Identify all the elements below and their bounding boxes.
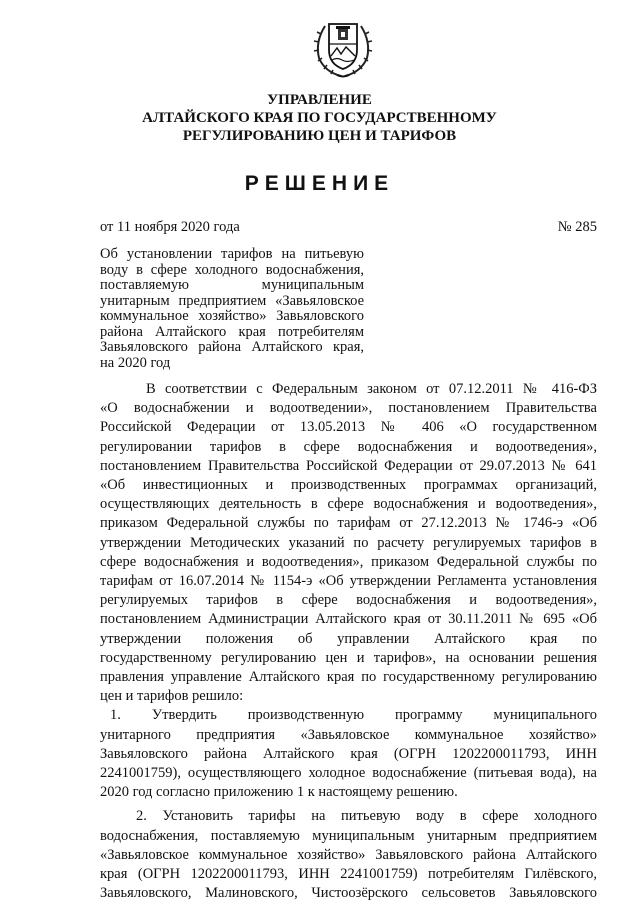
preamble-line: осуществляющих деятельность в сфере водоснабжения и водоотведения», (100, 496, 597, 513)
decision-number: № 285 (557, 219, 597, 235)
subject-line: поставляемую муниципальным (100, 277, 364, 293)
preamble-line: правления управление Алтайского края по государственному регулированию (100, 669, 597, 686)
preamble-line: сфере водоснабжения и водоотведения», приказом Федеральной службы по (100, 553, 597, 570)
subject-line: унитарным предприятием «Завьяловское (100, 292, 364, 309)
subject-line: района Алтайского края потребителям (100, 323, 364, 340)
preamble-line: приказом Федеральной службы по тарифам от 27.12.2013 № 1746-э «Об (100, 515, 597, 532)
clause-2-line: водоснабжения, поставляемую муниципальным унитарным предприятием (100, 827, 597, 844)
clause-1-line: Завьяловского района Алтайского края (ОГРН 1202200011793, ИНН (100, 745, 597, 762)
preamble-line: цен и тарифов решило: (100, 688, 244, 705)
preamble-line: «О водоснабжении и водоотведении», постановлением Правительства (100, 400, 597, 417)
decision-body (100, 380, 597, 903)
clause-2-line: 2. Установить тарифы на питьевую воду в сфере холодного (136, 808, 597, 825)
preamble-line: регулировании тарифов в сфере водоснабжения и водоотведения», (100, 438, 597, 455)
document-title: РЕШЕНИЕ (244, 172, 395, 195)
preamble-line: утверждении Методических указаний по расчету регулируемых тарифов в (100, 534, 597, 551)
clause-2-line: края (ОГРН 1202200011793, ИНН 2241001759) потребителям Гилёвского, (100, 866, 597, 883)
preamble-line: утверждении положения об управлении Алтайского края по (100, 630, 597, 647)
subject-line: коммунальное хозяйство» Завьяловского (100, 308, 364, 324)
issuer-header (0, 91, 639, 145)
subject-line: Об установлении тарифов на питьевую (100, 246, 364, 262)
preamble-line: регулируемых тарифов в сфере водоснабжения и водоотведения», (100, 592, 597, 609)
clause-1-line: 2241001759), осуществляющего холодное водоснабжение (питьевая вода), на (100, 765, 597, 782)
issuer-line-2: АЛТАЙСКОГО КРАЯ ПО ГОСУДАРСТВЕННОМУ (142, 110, 497, 126)
subject-line: воду в сфере холодного водоснабжения, (100, 261, 364, 278)
preamble-line: «Об инвестиционных и производственных программах организаций, (100, 477, 597, 494)
issuer-line-1: УПРАВЛЕНИЕ (267, 92, 372, 108)
subject-line: Завьяловского района Алтайского края, (100, 339, 364, 355)
preamble-line: постановлением Администрации Алтайского края от 30.11.2011 № 695 «Об (100, 611, 597, 628)
clause-2-line: Завьяловского, Малиновского, Чистоозёрского сельсоветов Завьяловского (100, 885, 597, 902)
clause-1-line: 1. Утвердить производственную программу муниципального (110, 707, 597, 724)
preamble-line: Российской Федерации от 13.05.2013 № 406 «О государственном (100, 419, 597, 436)
decision-date: от 11 ноября 2020 года (100, 219, 240, 235)
coat-of-arms-emblem (311, 12, 375, 80)
clause-2-line: «Завьяловское коммунальное хозяйство» Завьяловского района Алтайского (100, 846, 597, 863)
clause-1-line: 2020 год согласно приложению 1 к настоящему решению. (100, 784, 458, 801)
preamble-line: постановлением Правительства Российской Федерации от 29.07.2013 № 641 (100, 457, 597, 474)
preamble-line: государственному регулированию цен и тарифов», на основании решения (100, 649, 597, 666)
decision-subject (100, 247, 364, 371)
preamble-line: тарифам от 16.07.2014 № 1154-э «Об утверждении Регламента установления (100, 573, 597, 590)
issuer-line-3: РЕГУЛИРОВАНИЮ ЦЕН И ТАРИФОВ (182, 128, 457, 144)
preamble-line: В соответствии с Федеральным законом от 07.12.2011 № 416-ФЗ (146, 381, 597, 397)
clause-1-line: унитарного предприятия «Завьяловское коммунальное хозяйство» (100, 726, 597, 743)
subject-line: на 2020 год (100, 354, 171, 371)
